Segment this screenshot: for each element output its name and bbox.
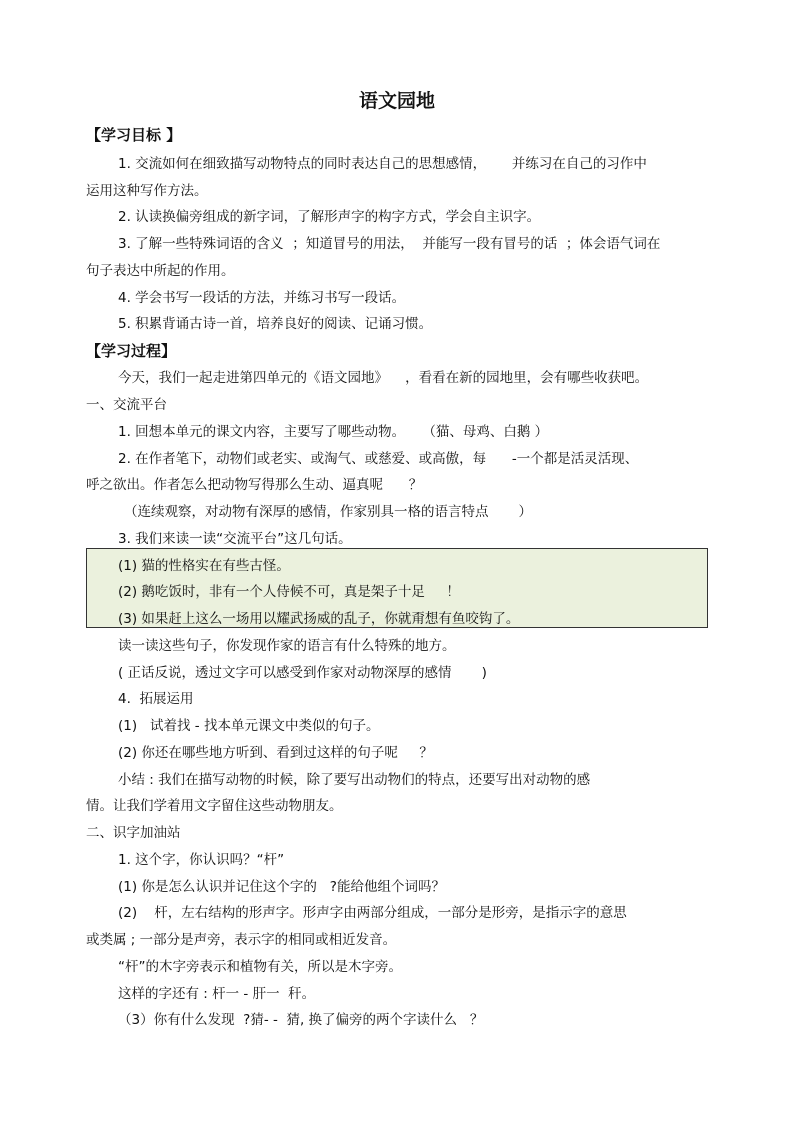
goal-1-line-1: 1. 交流如何在细致描写动物特点的同时表达自己的思想感情， 并练习在自己的习作中 <box>118 156 647 172</box>
extension-item-2: (2) 你还在哪些地方听到、看到过这样的句子呢 ？ <box>118 745 433 761</box>
page-title: 语文园地 <box>358 90 435 112</box>
read-prompt: 读一读这些句子，你发现作家的语言有什么特殊的地方。 <box>118 638 456 654</box>
section-1-title: 一、交流平台 <box>86 397 167 413</box>
example-sentence-1: (1) 猫的性格实在有些古怪。 <box>118 558 290 574</box>
section-2-point-2-line-2: 或类属 ; 一部分是声旁，表示字的相同或相近发音。 <box>86 932 397 948</box>
section-2-point-5: （3）你有什么发现 ?猜- - 猜, 换了偏旁的两个字读什么 ？ <box>118 1012 484 1028</box>
section-2-question-1: 1. 这个字，你认识吗？“杆” <box>118 852 285 868</box>
section-1-question-2-line-1: 2. 在作者笔下，动物们或老实、或淘气、或慈爱、或高傲，每 -一个都是活灵活现、 <box>118 451 639 467</box>
example-sentence-2: (2) 鹅吃饭时，非有一个人侍候不可，真是架子十足 ！ <box>118 584 460 600</box>
goal-3-line-1: 3. 了解一些特殊词语的含义 ；知道冒号的用法， 并能写一段有冒号的话 ；体会语气词在 <box>118 236 661 252</box>
section-2-point-2-line-1: (2) 杆，左右结构的形声字。形声字由两部分组成，一部分是形旁，是指示字的意思 <box>118 905 627 921</box>
example-sentence-3: (3) 如果赶上这么一场用以耀武扬威的乱子，你就甭想有鱼咬钩了。 <box>118 611 520 627</box>
goal-4: 4. 学会书写一段话的方法，并练习书写一段话。 <box>118 290 406 306</box>
section-2-point-1: (1) 你是怎么认识并记住这个字的 ?能给他组个词吗？ <box>118 879 445 895</box>
section-1-question-2-line-2: 呼之欲出。作者怎么把动物写得那么生动、逼真呢 ？ <box>86 477 423 493</box>
section-1-answer-2: （连续观察，对动物有深厚的感情，作家别具一格的语言特点 ） <box>124 504 533 520</box>
section-1-question-3: 3. 我们来读一读“交流平台”这几句话。 <box>118 531 352 547</box>
section-1-question-4: 4. 拓展运用 <box>118 691 194 707</box>
section-2-point-4: 这样的字还有 : 杆一 - 肝一 秆。 <box>118 986 316 1002</box>
section-2-title: 二、识字加油站 <box>86 825 181 841</box>
goal-5: 5. 积累背诵古诗一首，培养良好的阅读、记诵习惯。 <box>118 316 433 332</box>
section-1-question-1: 1. 回想本单元的课文内容，主要写了哪些动物。 （猫、母鸡、白鹅 ） <box>118 424 549 440</box>
goal-2: 2. 认读换偏旁组成的新字词，了解形声字的构字方式，学会自主识字。 <box>118 209 541 225</box>
goal-1-line-2: 运用这种写作方法。 <box>86 183 208 199</box>
goals-heading: 【学习目标 】 <box>86 126 182 144</box>
summary-line-2: 情。让我们学着用文字留住这些动物朋友。 <box>86 798 343 814</box>
read-answer: ( 正话反说，透过文字可以感受到作家对动物深厚的感情 ) <box>118 665 487 681</box>
summary-line-1: 小结 : 我们在描写动物的时候，除了要写出动物们的特点，还要写出对动物的感 <box>118 772 591 788</box>
extension-item-1: (1) 试着找 - 找本单元课文中类似的句子。 <box>118 718 380 734</box>
goal-3-line-2: 句子表达中所起的作用。 <box>86 263 235 279</box>
section-2-point-3: “杆”的木字旁表示和植物有关，所以是木字旁。 <box>118 959 402 975</box>
intro-paragraph: 今天，我们一起走进第四单元的《语文园地》 ，看看在新的园地里，会有哪些收获吧。 <box>118 370 649 386</box>
process-heading: 【学习过程】 <box>86 342 177 360</box>
